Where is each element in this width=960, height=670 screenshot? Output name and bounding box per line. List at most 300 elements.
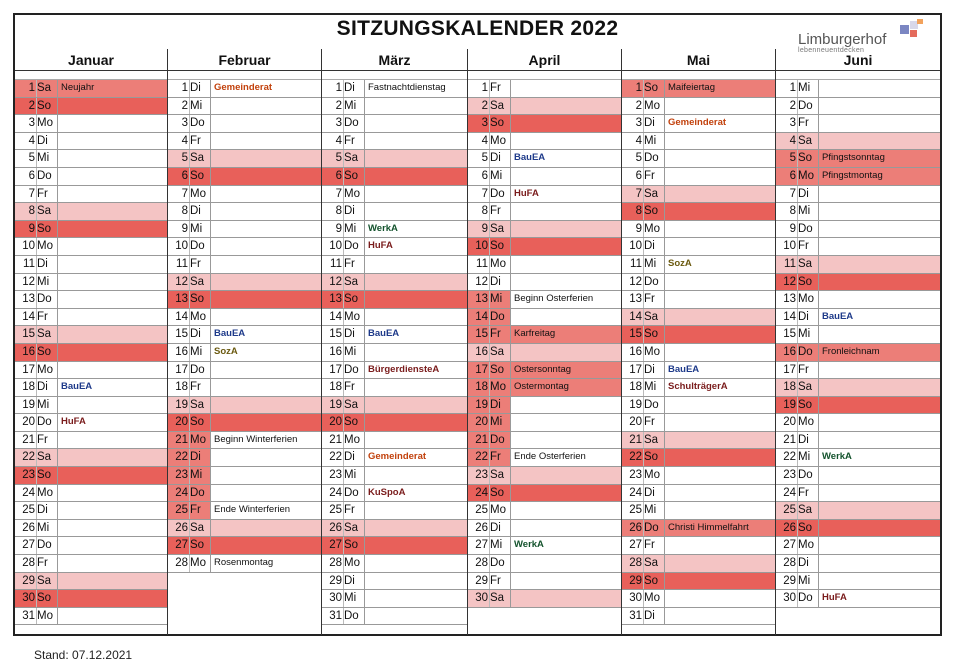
weekday: Fr (37, 557, 48, 570)
weekday: Do (490, 187, 505, 200)
cell-divider (510, 309, 511, 326)
day-row (322, 379, 467, 397)
day-row (468, 115, 621, 133)
weekday: Sa (490, 99, 505, 112)
month-column-märz (321, 49, 467, 635)
weekday: Sa (190, 521, 205, 534)
day-row (322, 238, 467, 256)
cell-divider (818, 555, 819, 572)
day-row (322, 150, 467, 168)
event-label: WerkA (822, 451, 852, 463)
day-row (168, 309, 321, 327)
weekday: Mo (37, 240, 53, 253)
day-number: 4 (789, 134, 796, 147)
weekday: Mi (644, 381, 657, 394)
cell-divider (510, 590, 511, 607)
header-spacer (15, 71, 167, 80)
weekday: Mi (490, 416, 503, 429)
day-number: 25 (629, 504, 642, 517)
weekday: Sa (490, 469, 505, 482)
cell-divider (664, 362, 665, 379)
day-row (168, 432, 321, 450)
weekday: Fr (344, 504, 355, 517)
day-row (322, 590, 467, 608)
event-label: Gemeinderat (668, 117, 727, 129)
weekday: So (644, 451, 659, 464)
day-row (622, 520, 775, 538)
cell-divider (57, 256, 58, 273)
weekday: Di (644, 363, 655, 376)
weekday: Mo (798, 169, 814, 182)
weekday: Do (798, 345, 813, 358)
cell-divider (57, 133, 58, 150)
day-row (15, 608, 167, 626)
day-row (15, 520, 167, 538)
day-number: 25 (175, 504, 188, 517)
cell-divider (210, 555, 211, 572)
day-number: 1 (635, 82, 642, 94)
day-number: 26 (475, 521, 488, 534)
day-row (322, 397, 467, 415)
cell-divider (210, 203, 211, 220)
day-number: 10 (22, 240, 35, 253)
day-row (168, 379, 321, 397)
day-number: 18 (475, 381, 488, 394)
day-number: 3 (481, 117, 488, 130)
event-label: Fronleichnam (822, 345, 880, 357)
weekday: Di (37, 134, 48, 147)
day-row (468, 520, 621, 538)
day-row (322, 502, 467, 520)
day-number: 27 (22, 539, 35, 552)
event-label: HuFA (822, 592, 847, 604)
day-number: 13 (329, 293, 342, 306)
day-number: 29 (475, 574, 488, 587)
day-row (15, 397, 167, 415)
day-row (15, 274, 167, 292)
weekday: Sa (344, 398, 359, 411)
cell-divider (364, 414, 365, 431)
day-number: 18 (629, 381, 642, 394)
day-row (322, 256, 467, 274)
weekday: Sa (37, 451, 52, 464)
day-number: 18 (783, 381, 796, 394)
weekday: So (344, 169, 359, 182)
weekday: Do (37, 293, 52, 306)
weekday: Fr (490, 574, 501, 587)
weekday: Sa (644, 310, 659, 323)
cell-divider (57, 150, 58, 167)
weekday: Fr (644, 293, 655, 306)
weekday: Di (798, 310, 809, 323)
day-number: 23 (783, 469, 796, 482)
day-number: 23 (475, 469, 488, 482)
day-number: 31 (329, 609, 342, 622)
day-number: 3 (28, 117, 35, 130)
day-number: 31 (22, 609, 35, 622)
day-number: 24 (22, 486, 35, 499)
weekday: Mo (344, 187, 360, 200)
day-row (776, 520, 940, 538)
day-number: 1 (181, 82, 188, 94)
weekday: Sa (490, 592, 505, 605)
cell-divider (364, 590, 365, 607)
weekday: Fr (37, 433, 48, 446)
day-number: 20 (629, 416, 642, 429)
day-number: 9 (635, 222, 642, 235)
cell-divider (510, 80, 511, 97)
cell-divider (57, 291, 58, 308)
day-number: 26 (329, 521, 342, 534)
cell-divider (364, 274, 365, 291)
event-label: Ende Winterferien (214, 504, 291, 516)
day-number: 18 (329, 381, 342, 394)
cell-divider (664, 467, 665, 484)
day-number: 1 (789, 82, 796, 94)
weekday: Sa (37, 574, 52, 587)
weekday: So (190, 169, 205, 182)
weekday: Di (344, 82, 355, 94)
day-number: 29 (629, 574, 642, 587)
day-number: 17 (475, 363, 488, 376)
cell-divider (664, 555, 665, 572)
event-label: Beginn Osterferien (514, 293, 594, 305)
day-row (322, 537, 467, 555)
cell-divider (57, 221, 58, 238)
day-row (15, 150, 167, 168)
day-row (468, 362, 621, 380)
cell-divider (510, 203, 511, 220)
header-spacer (168, 71, 321, 80)
cell-divider (364, 150, 365, 167)
day-number: 16 (329, 345, 342, 358)
day-number: 17 (22, 363, 35, 376)
day-number: 10 (175, 240, 188, 253)
day-number: 24 (629, 486, 642, 499)
weekday: Mo (644, 99, 660, 112)
weekday: Di (190, 82, 201, 94)
cell-divider (57, 344, 58, 361)
weekday: Mi (798, 451, 811, 464)
day-number: 1 (28, 82, 35, 94)
weekday: Mo (37, 609, 53, 622)
weekday: Do (644, 398, 659, 411)
day-number: 7 (28, 187, 35, 200)
cell-divider (510, 168, 511, 185)
cell-divider (510, 449, 511, 466)
day-number: 19 (783, 398, 796, 411)
day-row (322, 98, 467, 116)
month-column-mai (621, 49, 775, 635)
day-row (468, 502, 621, 520)
cell-divider (364, 98, 365, 115)
weekday: So (798, 398, 813, 411)
day-row (622, 467, 775, 485)
cell-divider (57, 203, 58, 220)
day-row (15, 326, 167, 344)
day-number: 4 (481, 134, 488, 147)
day-number: 11 (476, 257, 488, 270)
weekday: Sa (344, 152, 359, 165)
day-row (168, 555, 321, 573)
day-row (622, 309, 775, 327)
day-number: 1 (335, 82, 342, 94)
cell-divider (818, 238, 819, 255)
day-number: 23 (329, 469, 342, 482)
cell-divider (210, 238, 211, 255)
cell-divider (57, 274, 58, 291)
day-number: 28 (629, 557, 642, 570)
month-header: März (322, 49, 467, 71)
weekday: Mo (490, 504, 506, 517)
day-row (322, 168, 467, 186)
day-row (776, 379, 940, 397)
logo-tagline: lebenneuentdecken (798, 47, 865, 54)
day-number: 23 (629, 469, 642, 482)
day-row (322, 414, 467, 432)
day-row (322, 449, 467, 467)
weekday: Fr (490, 205, 501, 218)
weekday: Sa (190, 398, 205, 411)
weekday: Mo (37, 486, 53, 499)
event-label: Ostersonntag (514, 363, 572, 375)
weekday: Sa (490, 345, 505, 358)
day-number: 14 (22, 310, 35, 323)
day-row (322, 80, 467, 98)
day-number: 26 (22, 521, 35, 534)
event-label: SozA (214, 345, 238, 357)
cell-divider (364, 608, 365, 625)
day-row (622, 150, 775, 168)
cell-divider (364, 186, 365, 203)
weekday: Fr (798, 363, 809, 376)
day-number: 28 (175, 557, 188, 570)
weekday: Di (644, 117, 655, 130)
cell-divider (210, 362, 211, 379)
cell-divider (210, 80, 211, 97)
weekday: Mo (798, 539, 814, 552)
cell-divider (818, 414, 819, 431)
day-row (622, 186, 775, 204)
weekday: Do (490, 433, 505, 446)
weekday: So (490, 363, 505, 376)
cell-divider (210, 150, 211, 167)
day-row (15, 115, 167, 133)
day-row (468, 309, 621, 327)
cell-divider (818, 133, 819, 150)
cell-divider (210, 221, 211, 238)
day-number: 25 (329, 504, 342, 517)
cell-divider (664, 414, 665, 431)
weekday: Fr (344, 134, 355, 147)
day-row (168, 256, 321, 274)
day-number: 6 (28, 169, 35, 182)
day-number: 10 (329, 240, 342, 253)
day-row (622, 485, 775, 503)
cell-divider (664, 379, 665, 396)
day-number: 21 (783, 433, 796, 446)
cell-divider (57, 186, 58, 203)
day-number: 20 (175, 416, 188, 429)
day-row (468, 274, 621, 292)
day-number: 13 (783, 293, 796, 306)
cell-divider (57, 326, 58, 343)
cell-divider (364, 520, 365, 537)
day-number: 5 (635, 152, 642, 165)
day-number: 15 (175, 328, 188, 341)
day-row (776, 344, 940, 362)
weekday: So (37, 345, 52, 358)
day-number: 26 (783, 521, 796, 534)
weekday: Mo (190, 187, 206, 200)
day-row (322, 274, 467, 292)
cell-divider (818, 467, 819, 484)
cell-divider (510, 432, 511, 449)
cell-divider (664, 221, 665, 238)
day-row (468, 150, 621, 168)
day-row (15, 573, 167, 591)
day-row (776, 309, 940, 327)
weekday: Mi (798, 205, 811, 218)
day-row (15, 238, 167, 256)
day-row (776, 573, 940, 591)
weekday: Mi (37, 275, 50, 288)
day-number: 14 (329, 310, 342, 323)
day-number: 23 (22, 469, 35, 482)
day-number: 30 (22, 592, 35, 605)
cell-divider (664, 449, 665, 466)
day-row (468, 98, 621, 116)
day-number: 18 (175, 381, 188, 394)
event-label: HuFA (514, 187, 539, 199)
day-row (15, 432, 167, 450)
page-title: SITZUNGSKALENDER 2022 (336, 17, 619, 40)
day-number: 28 (783, 557, 796, 570)
event-label: BauEA (368, 328, 400, 340)
month-header: April (468, 49, 621, 71)
weekday: Mo (344, 433, 360, 446)
cell-divider (57, 608, 58, 625)
cell-divider (510, 133, 511, 150)
weekday: Sa (190, 152, 205, 165)
weekday: Fr (644, 416, 655, 429)
day-row (776, 98, 940, 116)
cell-divider (364, 80, 365, 97)
day-row (168, 502, 321, 520)
cell-divider (664, 291, 665, 308)
cell-divider (210, 449, 211, 466)
cell-divider (210, 309, 211, 326)
day-number: 6 (635, 169, 642, 182)
day-number: 28 (22, 557, 35, 570)
cell-divider (364, 221, 365, 238)
event-label: Pfingstsonntag (822, 152, 885, 164)
weekday: Fr (190, 134, 201, 147)
cell-divider (364, 326, 365, 343)
event-label: Ostermontag (514, 381, 569, 393)
day-number: 10 (783, 240, 796, 253)
event-label: Maifeiertag (668, 82, 715, 93)
cell-divider (818, 98, 819, 115)
cell-divider (210, 520, 211, 537)
weekday: Sa (344, 275, 359, 288)
cell-divider (210, 344, 211, 361)
day-row (168, 238, 321, 256)
day-row (776, 115, 940, 133)
day-row (622, 362, 775, 380)
day-number: 25 (783, 504, 796, 517)
day-number: 31 (629, 609, 642, 622)
day-row (622, 115, 775, 133)
weekday: Di (37, 504, 48, 517)
cell-divider (57, 520, 58, 537)
weekday: Mi (644, 257, 657, 270)
weekday: Do (798, 222, 813, 235)
day-number: 1 (481, 82, 488, 94)
day-row (168, 344, 321, 362)
weekday: Do (344, 609, 359, 622)
day-row (15, 502, 167, 520)
month-column-juni (775, 49, 940, 635)
weekday: Mi (37, 521, 50, 534)
day-row (322, 221, 467, 239)
day-row (622, 80, 775, 98)
day-number: 27 (329, 539, 342, 552)
weekday: Di (37, 257, 48, 270)
day-row (622, 414, 775, 432)
day-row (622, 537, 775, 555)
weekday: So (490, 240, 505, 253)
weekday: Mo (37, 363, 53, 376)
day-number: 12 (175, 275, 188, 288)
cell-divider (510, 344, 511, 361)
day-row (15, 379, 167, 397)
day-number: 16 (629, 345, 642, 358)
day-row (322, 326, 467, 344)
cell-divider (364, 379, 365, 396)
weekday: Sa (798, 381, 813, 394)
cell-divider (210, 397, 211, 414)
day-number: 4 (335, 134, 342, 147)
day-number: 30 (329, 592, 342, 605)
cell-divider (818, 590, 819, 607)
day-number: 15 (329, 328, 342, 341)
day-number: 27 (629, 539, 642, 552)
weekday: Do (490, 310, 505, 323)
day-row (15, 256, 167, 274)
event-label: HuFA (368, 240, 393, 252)
day-row (322, 344, 467, 362)
cell-divider (510, 362, 511, 379)
weekday: Mi (344, 222, 357, 235)
month-header: Januar (15, 49, 167, 71)
cell-divider (510, 555, 511, 572)
day-row (468, 573, 621, 591)
weekday: Mi (190, 222, 203, 235)
cell-divider (364, 168, 365, 185)
cell-divider (210, 537, 211, 554)
weekday: Mo (490, 257, 506, 270)
day-row (168, 397, 321, 415)
weekday: Fr (490, 82, 501, 94)
weekday: Sa (37, 328, 52, 341)
day-number: 17 (329, 363, 342, 376)
weekday: So (798, 275, 813, 288)
cell-divider (510, 186, 511, 203)
day-row (622, 221, 775, 239)
cell-divider (210, 432, 211, 449)
cell-divider (57, 449, 58, 466)
